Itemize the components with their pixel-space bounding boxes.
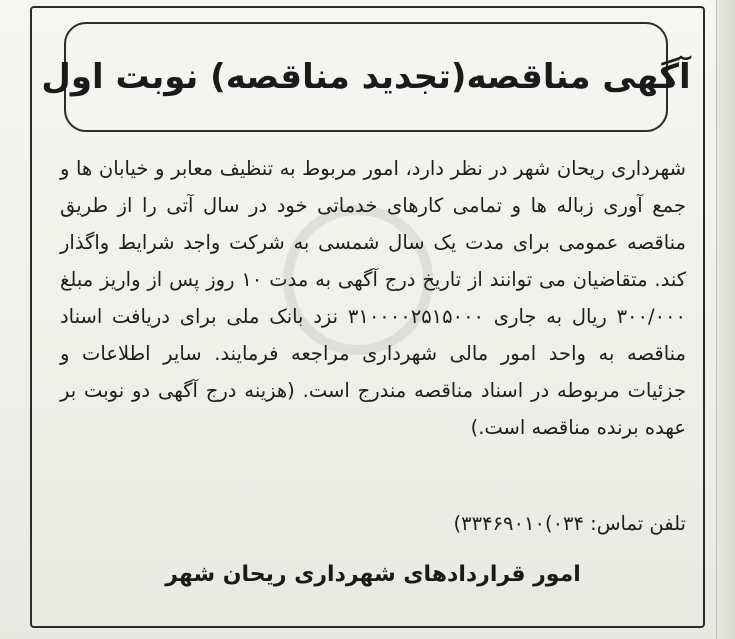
- notice-body-text: شهرداری ریحان شهر در نظر دارد، امور مربوط به تنظیف معابر و خیابان ها و جمع آوری زباله ها و تمامی کارهای خدماتی خود در سال آتی را از طریق مناقصه عمومی برای مدت یک سال شمسی به شرکت واجد شرایط واگذار کند. متقاضیان می توانند از تاریخ درج آگهی به مدت ۱۰ روز پس از واریز مبلغ ۳۰۰/۰۰۰ ریال به جاری ۳۱۰۰۰۰۲۵۱۵۰۰۰ نزد بانک ملی برای دریافت اسناد مناقصه به واحد امور مالی شهرداری مراجعه فرمایند. سایر اطلاعات و جزئیات مربوطه در اسناد مناقصه مندرج است. (هزینه درج آگهی دو نوبت بر عهده برنده مناقصه است.): [60, 157, 686, 439]
- notice-title: آگهی مناقصه(تجدید مناقصه) نوبت اول: [41, 57, 691, 97]
- title-box: [41, 22, 691, 132]
- contact-phone: تلفن تماس: ۰۳۴)۳۳۴۶۹۰۱۰): [453, 512, 686, 535]
- notice-body: [60, 150, 686, 446]
- adjacent-column-edge: [716, 0, 735, 639]
- issuer-signature: امور قراردادهای شهرداری ریحان شهر: [165, 562, 581, 587]
